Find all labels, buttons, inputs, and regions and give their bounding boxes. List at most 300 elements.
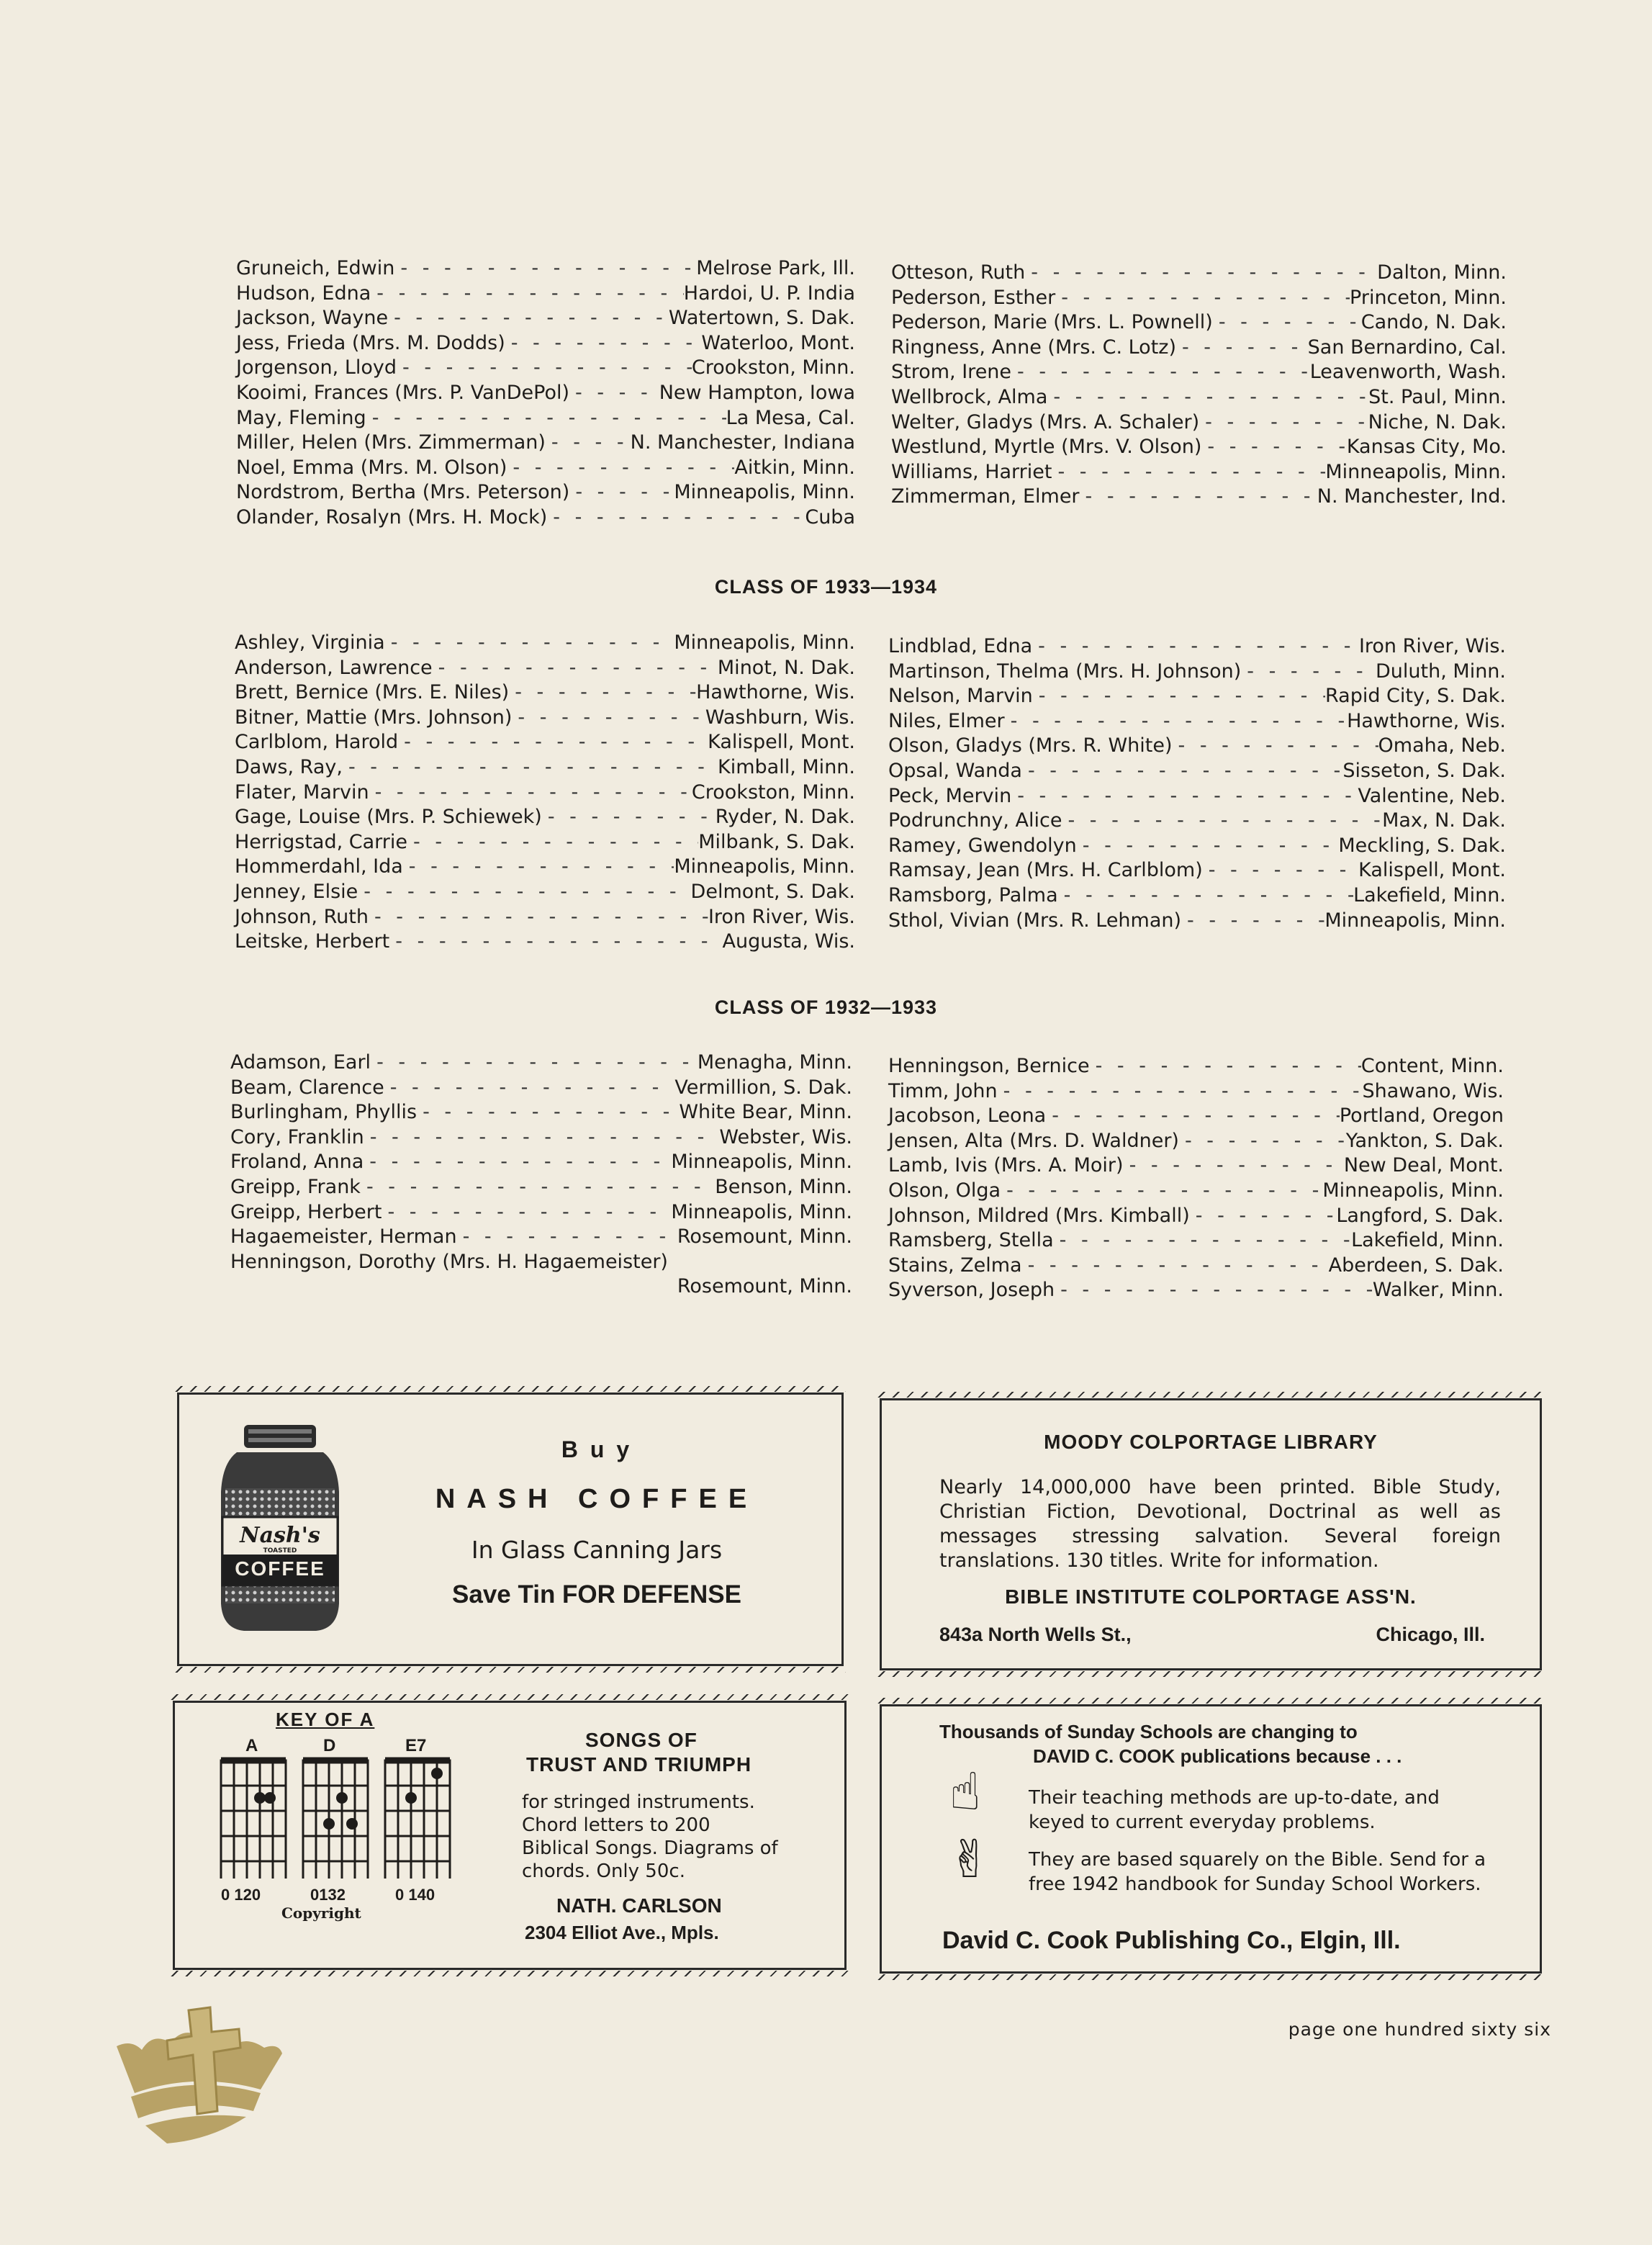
class-1933-right-entry — [888, 1228, 1504, 1254]
alumnus-location: Aitkin, Minn. — [734, 456, 855, 479]
class-1933-list-left — [230, 1050, 852, 1300]
dot-leader — [1173, 734, 1378, 759]
top-left-entry — [236, 456, 855, 481]
chord-label-e7: E7 — [405, 1736, 427, 1755]
alumnus-name: Hommerdahl, Ida — [235, 855, 403, 878]
alumnus-location: Ryder, N. Dak. — [715, 806, 855, 829]
alumnus-location: Shawano, Wis. — [1362, 1079, 1504, 1102]
alumnus-name: Syverson, Joseph — [888, 1279, 1055, 1302]
dot-leader — [1058, 883, 1353, 909]
dot-leader — [343, 755, 718, 780]
class-1934-right-entry — [888, 660, 1506, 685]
alumnus-location: Cuba — [805, 505, 855, 528]
class-1934-list-right — [888, 634, 1506, 933]
class-1934-left-entry — [235, 680, 855, 706]
alumnus-name: Lindblad, Edna — [888, 635, 1033, 657]
class-1933-right-entry — [888, 1204, 1504, 1229]
nash-coffee-ad — [177, 1393, 844, 1666]
alumnus-name: Bitner, Mattie (Mrs. Johnson) — [235, 706, 513, 729]
class-1934-right-entry — [888, 834, 1506, 859]
alumnus-name: Ramey, Gwendolyn — [888, 834, 1077, 857]
dot-leader — [507, 456, 734, 481]
dot-leader — [1203, 858, 1358, 883]
class-1933-right-entry — [888, 1104, 1504, 1129]
alumnus-location: Minneapolis, Minn. — [674, 855, 855, 878]
alumnus-name: Welter, Gladys (Mrs. A. Schaler) — [891, 410, 1200, 433]
top-right-entry — [891, 460, 1507, 485]
alumnus-location: Hardoi, U. P. India — [683, 282, 855, 305]
class-1934-right-entry — [888, 883, 1506, 909]
class-1933-right-entry — [888, 1254, 1504, 1279]
alumnus-location: Minneapolis, Minn. — [1324, 909, 1506, 932]
class-1934-left-entry — [235, 830, 855, 855]
alumnus-name: Herrigstad, Carrie — [235, 830, 408, 853]
class-1934-right-entry — [888, 909, 1506, 934]
alumnus-name: Podrunchny, Alice — [888, 809, 1062, 832]
dot-leader — [1179, 1129, 1346, 1154]
class-1934-left-entry — [235, 656, 855, 681]
alumnus-location: Walker, Minn. — [1372, 1279, 1504, 1302]
dot-leader — [369, 905, 708, 930]
dot-leader — [505, 331, 702, 356]
dot-leader — [371, 282, 683, 307]
alumnus-location: Webster, Wis. — [719, 1125, 852, 1148]
alumnus-name: Olson, Gladys (Mrs. R. White) — [888, 734, 1173, 757]
alumnus-location: Rapid City, S. Dak. — [1324, 685, 1506, 708]
dot-leader — [371, 1050, 698, 1076]
top-right-entry — [891, 485, 1507, 510]
top-right-entry — [891, 310, 1507, 336]
songs-body: for stringed instruments. Chord letters to 200 Biblical Songs. Diagrams of chords. Only 50c. — [522, 1791, 778, 1882]
alumnus-name: Ramsberg, Stella — [888, 1229, 1054, 1252]
alumnus-name: Jorgenson, Lloyd — [236, 356, 397, 379]
dot-leader — [547, 505, 805, 531]
dot-leader — [384, 1076, 675, 1101]
dot-leader — [546, 431, 631, 456]
alumnus-name: Westlund, Myrtle (Mrs. V. Olson) — [891, 436, 1202, 459]
alumnus-name: Strom, Irene — [891, 361, 1012, 384]
class-1933-left-entry — [230, 1175, 852, 1200]
alumnus-name: Johnson, Mildred (Mrs. Kimball) — [888, 1204, 1190, 1227]
dot-leader — [397, 356, 692, 381]
alumnus-name: Froland, Anna — [230, 1151, 364, 1174]
alumnus-name: Jess, Frieda (Mrs. M. Dodds) — [236, 331, 505, 354]
chord-label-d: D — [323, 1736, 336, 1755]
alumnus-location: Sisseton, S. Dak. — [1342, 759, 1506, 782]
coffee-jar-icon — [215, 1423, 345, 1632]
key-of-a-title: KEY OF A — [276, 1709, 375, 1730]
class-1934-left-entry — [235, 780, 855, 806]
cook-headline-2: DAVID C. COOK publications because . . . — [1033, 1745, 1402, 1767]
crown-cross-logo-icon — [102, 2003, 289, 2147]
class-1934-right-entry — [888, 759, 1506, 784]
pointing-hand-two-icon: ✌ — [948, 1829, 992, 1889]
top-right-entry — [891, 336, 1507, 361]
alumnus-location: Delmont, S. Dak. — [690, 880, 855, 903]
alumnus-name: Miller, Helen (Mrs. Zimmerman) — [236, 431, 546, 454]
alumnus-location: Crookston, Minn. — [691, 780, 855, 804]
alumnus-name: Jensen, Alta (Mrs. D. Waldner) — [888, 1129, 1179, 1152]
dot-leader — [358, 880, 690, 905]
alumnus-name: Pederson, Esther — [891, 286, 1056, 309]
dot-leader — [366, 406, 726, 431]
alumnus-name: Niles, Elmer — [888, 709, 1005, 732]
dot-leader — [457, 1225, 677, 1250]
alumnus-location: N. Manchester, Indiana — [630, 431, 855, 454]
alumnus-name: May, Fleming — [236, 406, 366, 429]
alumnus-name: Pederson, Marie (Mrs. L. Pownell) — [891, 311, 1213, 334]
alumnus-name: Hudson, Edna — [236, 282, 371, 305]
alumnus-location: Augusta, Wis. — [722, 930, 855, 953]
dot-leader — [1052, 460, 1325, 485]
alumnus-location: Minneapolis, Minn. — [674, 631, 855, 654]
class-1934-left-entry — [235, 755, 855, 780]
songs-address: 2304 Elliot Ave., Mpls. — [525, 1922, 719, 1943]
dot-leader — [1033, 684, 1325, 709]
class-1934-right-entry — [888, 634, 1506, 660]
alumnus-location: Milbank, S. Dak. — [698, 830, 855, 853]
alumnus-location: New Deal, Mont. — [1343, 1154, 1504, 1177]
class-1933-right-entry — [888, 1129, 1504, 1154]
class-1934-left-entry — [235, 805, 855, 830]
class-1934-right-entry — [888, 684, 1506, 709]
dot-leader — [369, 780, 692, 806]
dot-leader — [398, 730, 708, 755]
class-1933-right-entry — [888, 1153, 1504, 1179]
dot-leader — [394, 256, 696, 282]
alumnus-name: Daws, Ray, — [235, 755, 343, 778]
alumnus-name: Ashley, Virginia — [235, 631, 385, 654]
top-left-entry — [236, 406, 855, 431]
alumnus-location: Hawthorne, Wis. — [1347, 709, 1506, 732]
songs-title-2: TRUST AND TRIUMPH — [526, 1753, 752, 1776]
alumnus-location: Portland, Oregon — [1339, 1104, 1504, 1128]
dot-leader — [1055, 286, 1350, 311]
alumnus-location: Duluth, Minn. — [1376, 660, 1506, 683]
top-left-entry — [236, 480, 855, 505]
moody-org: BIBLE INSTITUTE COLPORTAGE ASS'N. — [1005, 1585, 1417, 1608]
songs-of-trust-ad — [173, 1701, 847, 1970]
alumnus-location: Yankton, S. Dak. — [1345, 1129, 1504, 1152]
dot-leader — [385, 631, 674, 656]
class-1934-left-entry — [235, 855, 855, 880]
top-right-entry — [891, 385, 1507, 410]
dot-leader — [1032, 634, 1359, 660]
alumnus-location: Minneapolis, Minn. — [671, 1200, 852, 1223]
dot-leader — [1022, 759, 1342, 784]
dot-leader — [1005, 709, 1347, 734]
alumnus-name: Jacobson, Leona — [888, 1104, 1047, 1128]
alumnus-location: Cando, N. Dak. — [1360, 311, 1507, 334]
dot-leader — [1176, 336, 1308, 361]
alumnus-name: Nordstrom, Bertha (Mrs. Peterson) — [236, 481, 570, 504]
dot-leader — [1201, 435, 1346, 460]
dot-leader — [1090, 1054, 1361, 1079]
class-1934-right-entry — [888, 709, 1506, 734]
top-left-entry — [236, 431, 855, 456]
alumnus-name: Timm, John — [888, 1079, 998, 1102]
alumnus-location: Iron River, Wis. — [1358, 635, 1506, 657]
top-left-entry — [236, 331, 855, 356]
alumnus-name: Burlingham, Phyllis — [230, 1101, 417, 1124]
dot-leader — [1055, 1278, 1373, 1303]
alumnus-name: Gage, Louise (Mrs. P. Schiewek) — [235, 806, 542, 829]
alumnus-location: Benson, Minn. — [715, 1175, 852, 1198]
class-1934-left-entry — [235, 631, 855, 656]
cook-point-2: They are based squarely on the Bible. Send for a free 1942 handbook for Sunday School Workers. — [1029, 1849, 1486, 1895]
fingering-e7: 0 140 — [395, 1886, 435, 1904]
alumnus-name: Adamson, Earl — [230, 1051, 371, 1074]
alumnus-location: Minneapolis, Minn. — [1322, 1179, 1504, 1202]
alumnus-name: Martinson, Thelma (Mrs. H. Johnson) — [888, 660, 1242, 683]
alumnus-name: Opsal, Wanda — [888, 759, 1022, 782]
alumni-list-top-right — [891, 261, 1507, 510]
alumnus-location: Hawthorne, Wis. — [696, 681, 855, 704]
moody-city: Chicago, Ill. — [1376, 1624, 1485, 1645]
alumnus-location: Kalispell, Mont. — [708, 731, 855, 754]
class-1933-right-entry — [888, 1179, 1504, 1204]
alumnus-location: Omaha, Neb. — [1378, 734, 1506, 757]
alumnus-location: Max, N. Dak. — [1382, 809, 1506, 832]
class-1933-left-entry — [230, 1076, 852, 1101]
class-1933-right-entry — [888, 1079, 1504, 1104]
dot-leader — [417, 1100, 679, 1125]
alumnus-location: Kimball, Minn. — [718, 755, 855, 778]
alumnus-name: Williams, Harriet — [891, 460, 1052, 483]
class-1934-list-left — [235, 631, 855, 955]
moody-title: MOODY COLPORTAGE LIBRARY — [1044, 1431, 1378, 1453]
class-1933-right-entry — [888, 1054, 1504, 1079]
chord-label-a: A — [245, 1736, 258, 1755]
nash-defense: Save Tin FOR DEFENSE — [452, 1580, 741, 1609]
class-1933-left-entry — [230, 1100, 852, 1125]
alumnus-name: Kooimi, Frances (Mrs. P. VanDePol) — [236, 381, 570, 404]
class-1934-left-entry — [235, 930, 855, 955]
class-1934-right-entry — [888, 734, 1506, 759]
dot-leader — [1124, 1153, 1344, 1179]
dot-leader — [509, 680, 696, 706]
dot-leader — [1022, 1254, 1329, 1279]
dot-leader — [1047, 385, 1368, 410]
alumnus-name: Greipp, Herbert — [230, 1200, 382, 1223]
alumnus-location: San Bernardino, Cal. — [1307, 336, 1507, 359]
top-left-entry — [236, 505, 855, 531]
dot-leader — [998, 1079, 1363, 1104]
class-1934-left-entry — [235, 880, 855, 905]
fingering-d: 0132 — [310, 1886, 346, 1904]
alumnus-location: Rosemount, Minn. — [677, 1225, 852, 1249]
alumnus-location: Washburn, Wis. — [705, 706, 855, 729]
moody-address: 843a North Wells St., — [939, 1624, 1132, 1645]
class-1933-heading: CLASS OF 1932—1933 — [714, 996, 938, 1018]
alumnus-location: Content, Minn. — [1360, 1055, 1504, 1077]
dot-leader — [1054, 1228, 1351, 1254]
class-1933-left-entry — [230, 1125, 852, 1151]
class-1933-left-entry — [230, 1150, 852, 1175]
alumnus-name: Ramsay, Jean (Mrs. H. Carlblom) — [888, 859, 1203, 882]
cook-headline-1: Thousands of Sunday Schools are changing to — [939, 1721, 1358, 1742]
songs-publisher: NATH. CARLSON — [556, 1894, 722, 1917]
top-left-entry — [236, 282, 855, 307]
alumnus-location: Niche, N. Dak. — [1368, 410, 1507, 433]
alumnus-name: Wellbrock, Alma — [891, 385, 1048, 408]
dot-leader — [388, 306, 669, 331]
class-1934-left-entry — [235, 706, 855, 731]
alumnus-location: Vermillion, S. Dak. — [674, 1076, 852, 1099]
class-1933-left-entry — [230, 1250, 852, 1300]
dot-leader — [1181, 909, 1324, 934]
alumnus-location: Aberdeen, S. Dak. — [1328, 1254, 1504, 1277]
page-number-label: page one hundred sixty six — [1288, 2019, 1551, 2040]
alumnus-name: Johnson, Ruth — [235, 905, 369, 928]
class-1933-right-entry — [888, 1278, 1504, 1303]
top-left-entry — [236, 381, 855, 406]
alumnus-location: N. Manchester, Ind. — [1317, 485, 1507, 508]
alumnus-name: Carlblom, Harold — [235, 731, 399, 754]
alumnus-location: Kalispell, Mont. — [1358, 859, 1506, 882]
dot-leader — [382, 1200, 671, 1225]
alumnus-location: Minneapolis, Minn. — [674, 481, 855, 504]
dot-leader — [364, 1150, 671, 1175]
alumnus-location: Watertown, S. Dak. — [668, 307, 855, 330]
alumnus-location: Minneapolis, Minn. — [1325, 460, 1507, 483]
alumnus-name: Nelson, Marvin — [888, 685, 1033, 708]
alumnus-location: Iron River, Wis. — [708, 905, 855, 928]
dot-leader — [403, 855, 674, 880]
alumnus-name: Jackson, Wayne — [236, 307, 389, 330]
alumnus-name: Hagaemeister, Herman — [230, 1225, 457, 1249]
dot-leader — [542, 805, 716, 830]
dot-leader — [569, 480, 674, 505]
dot-leader — [433, 656, 718, 681]
class-1934-left-entry — [235, 905, 855, 930]
dot-leader — [1241, 660, 1376, 685]
dot-leader — [1077, 834, 1339, 859]
class-1934-right-entry — [888, 784, 1506, 809]
alumnus-location: New Hampton, Iowa — [659, 381, 855, 404]
alumnus-location: Menagha, Minn. — [697, 1051, 852, 1074]
dot-leader — [1011, 360, 1310, 385]
alumnus-location: Langford, S. Dak. — [1336, 1204, 1504, 1227]
class-1934-left-entry — [235, 730, 855, 755]
alumnus-location: Rosemount, Minn. — [677, 1275, 852, 1298]
nash-title: NASH COFFEE — [435, 1484, 759, 1514]
alumnus-name: Jenney, Elsie — [235, 880, 358, 903]
top-right-entry — [891, 360, 1507, 385]
dot-leader — [569, 381, 659, 406]
alumnus-name: Flater, Marvin — [235, 780, 369, 804]
cook-signature: David C. Cook Publishing Co., Elgin, Ill. — [942, 1927, 1401, 1954]
alumnus-name: Brett, Bernice (Mrs. E. Niles) — [235, 681, 510, 704]
alumnus-location: Melrose Park, Ill. — [696, 257, 855, 279]
chord-diagrams-icon — [218, 1756, 477, 1900]
dot-leader — [1062, 809, 1382, 834]
alumnus-name: Lamb, Ivis (Mrs. A. Moir) — [888, 1154, 1124, 1177]
jar-sub: TOASTED — [263, 1547, 297, 1555]
alumnus-location: La Mesa, Cal. — [726, 406, 855, 429]
alumnus-location: Crookston, Minn. — [691, 356, 855, 379]
alumnus-name: Greipp, Frank — [230, 1175, 361, 1198]
dot-leader — [1213, 310, 1361, 336]
class-1934-right-entry — [888, 809, 1506, 834]
alumnus-name: Gruneich, Edwin — [236, 257, 395, 279]
alumnus-name: Ramsborg, Palma — [888, 883, 1058, 906]
class-1933-left-entry — [230, 1200, 852, 1225]
alumnus-name: Henningson, Bernice — [888, 1055, 1090, 1077]
david-cook-ad — [880, 1704, 1542, 1974]
dot-leader — [1046, 1104, 1340, 1129]
dot-leader — [1025, 261, 1377, 286]
class-1934-heading: CLASS OF 1933—1934 — [714, 576, 938, 598]
alumnus-name: Stains, Zelma — [888, 1254, 1022, 1277]
alumnus-location: White Bear, Minn. — [679, 1101, 852, 1124]
alumnus-location: St. Paul, Minn. — [1368, 385, 1507, 408]
top-right-entry — [891, 435, 1507, 460]
moody-colportage-ad — [880, 1398, 1542, 1670]
alumnus-location: Waterloo, Mont. — [701, 331, 855, 354]
alumnus-location: Minot, N. Dak. — [717, 656, 855, 679]
alumni-list-top-left — [236, 256, 855, 531]
alumnus-name: Beam, Clarence — [230, 1076, 384, 1099]
fingering-a: 0 120 — [221, 1886, 261, 1904]
alumnus-name: Leitske, Herbert — [235, 930, 390, 953]
dot-leader — [389, 930, 722, 955]
top-right-entry — [891, 261, 1507, 286]
jar-brand: Nash's — [240, 1523, 320, 1548]
dot-leader — [1011, 784, 1358, 809]
alumnus-location: Lakefield, Minn. — [1351, 1229, 1504, 1252]
jar-label: COFFEE — [235, 1557, 325, 1580]
alumnus-location: Valentine, Neb. — [1358, 784, 1506, 807]
class-1934-right-entry — [888, 858, 1506, 883]
alumnus-name: Noel, Emma (Mrs. M. Olson) — [236, 456, 507, 479]
dot-leader — [1080, 485, 1317, 510]
alumnus-name: Peck, Mervin — [888, 784, 1012, 807]
alumnus-name: Henningson, Dorothy (Mrs. H. Hagaemeister) — [230, 1250, 668, 1273]
pointing-hand-one-icon: ☝ — [949, 1761, 981, 1822]
alumnus-location: Meckling, S. Dak. — [1338, 834, 1506, 857]
alumnus-name: Zimmerman, Elmer — [891, 485, 1080, 508]
dot-leader — [1190, 1204, 1337, 1229]
dot-leader — [364, 1125, 720, 1151]
top-left-entry — [236, 306, 855, 331]
top-left-entry — [236, 356, 855, 381]
nash-buy: B u y — [561, 1436, 633, 1462]
songs-title-1: SONGS OF — [585, 1729, 698, 1751]
alumnus-location: Princeton, Minn. — [1350, 286, 1507, 309]
alumnus-name: Ringness, Anne (Mrs. C. Lotz) — [891, 336, 1176, 359]
cook-point-1: Their teaching methods are up-to-date, and keyed to current everyday problems. — [1029, 1787, 1440, 1833]
dot-leader — [361, 1175, 715, 1200]
class-1933-left-entry — [230, 1225, 852, 1250]
class-1933-left-entry — [230, 1050, 852, 1076]
top-left-entry — [236, 256, 855, 282]
alumnus-name: Sthol, Vivian (Mrs. R. Lehman) — [888, 909, 1182, 932]
top-right-entry — [891, 410, 1507, 436]
alumnus-name: Anderson, Lawrence — [235, 656, 433, 679]
alumnus-name: Olander, Rosalyn (Mrs. H. Mock) — [236, 505, 548, 528]
alumnus-location: Lakefield, Minn. — [1353, 883, 1506, 906]
alumnus-name: Olson, Olga — [888, 1179, 1001, 1202]
alumnus-location: Kansas City, Mo. — [1346, 436, 1507, 459]
dot-leader — [1199, 410, 1368, 436]
class-1933-list-right — [888, 1054, 1504, 1303]
dot-leader — [407, 830, 698, 855]
copyright-label: Copyright — [281, 1904, 361, 1922]
top-right-entry — [891, 286, 1507, 311]
alumnus-location: Dalton, Minn. — [1377, 261, 1507, 284]
alumnus-location: Minneapolis, Minn. — [671, 1151, 852, 1174]
